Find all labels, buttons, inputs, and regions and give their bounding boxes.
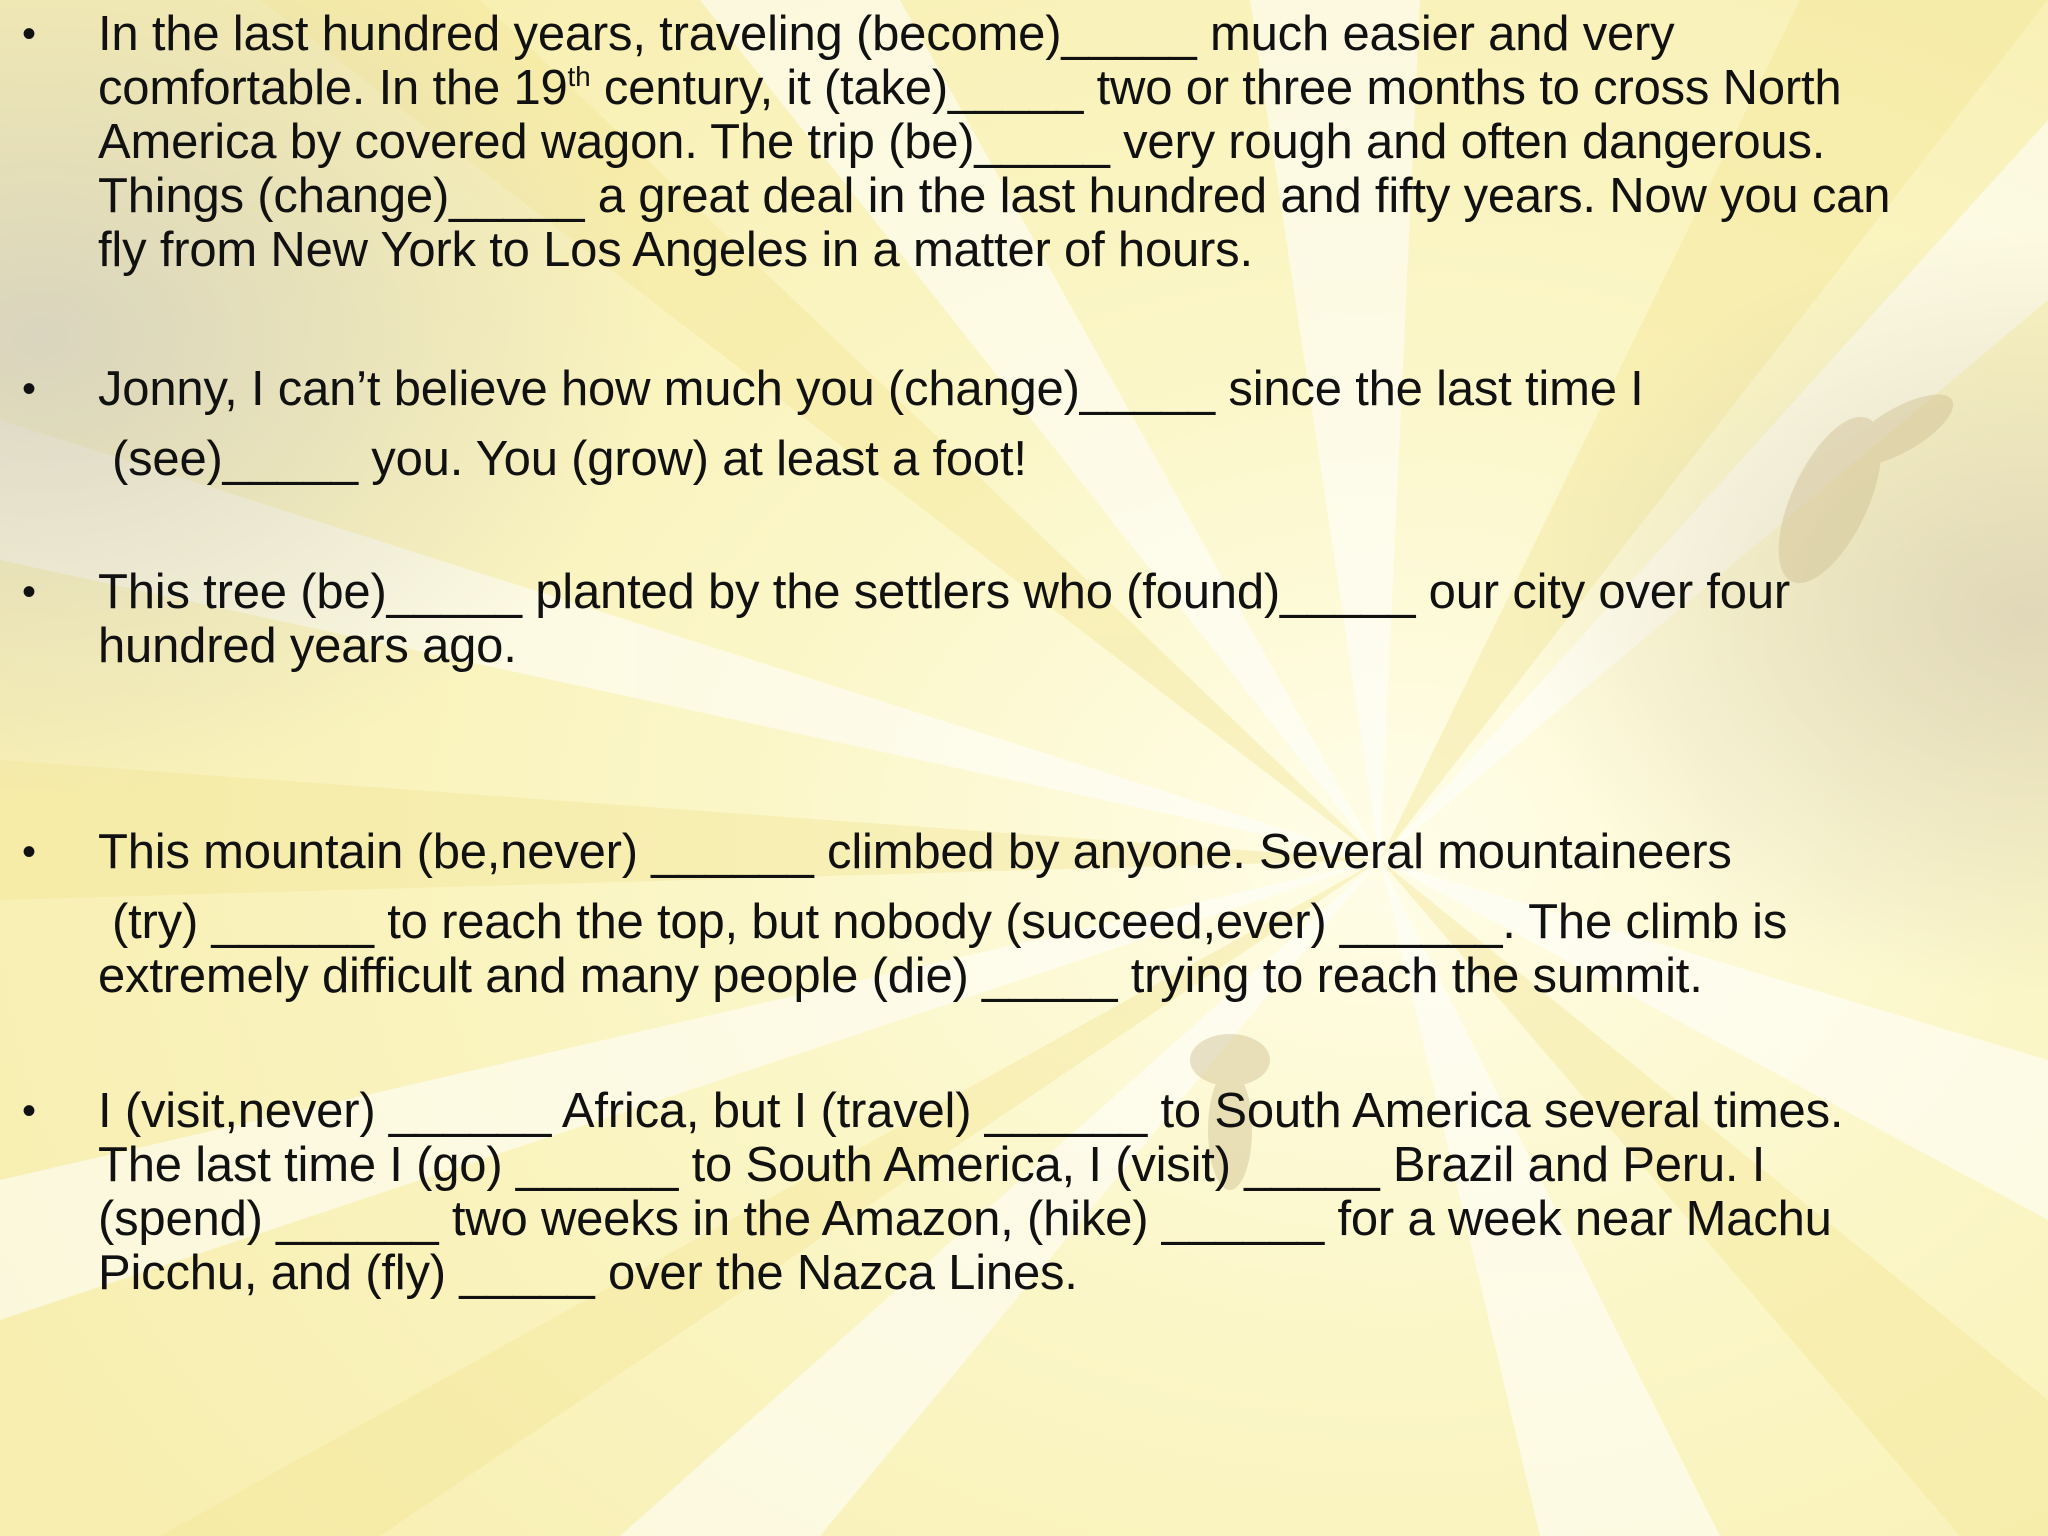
- exercise-item-jonny: [22, 362, 2028, 486]
- exercise-line: extremely difficult and many people (die) _____ trying to reach the summit.: [98, 949, 1703, 1003]
- exercise-line: This mountain (be,never) ______ climbed by anyone. Several mountaineers: [98, 825, 1732, 879]
- bullet-marker: •: [22, 570, 36, 614]
- exercise-item-mountain: [22, 825, 2028, 1003]
- exercise-text: comfortable. In the 19: [98, 61, 568, 115]
- exercise-item-travel-south-america: [22, 1084, 2028, 1300]
- exercise-line: Picchu, and (fly) _____ over the Nazca Lines.: [98, 1246, 1078, 1300]
- exercise-item-tree: [22, 565, 2028, 673]
- exercise-line: I (visit,never) ______ Africa, but I (travel) ______ to South America several times.: [98, 1084, 1844, 1138]
- exercise-line: hundred years ago.: [98, 619, 517, 673]
- exercise-line: In the last hundred years, traveling (become)_____ much easier and very: [98, 7, 1675, 61]
- exercise-line: Jonny, I can’t believe how much you (change)_____ since the last time I: [98, 362, 1644, 416]
- exercise-line: fly from New York to Los Angeles in a matter of hours.: [98, 223, 1253, 277]
- bullet-marker: •: [22, 1089, 36, 1133]
- exercise-line: Things (change)_____ a great deal in the last hundred and fifty years. Now you can: [98, 169, 1891, 223]
- exercise-line: (try) ______ to reach the top, but nobody (succeed,ever) ______. The climb is: [112, 895, 1788, 949]
- exercise-line: America by covered wagon. The trip (be)_____ very rough and often dangerous.: [98, 115, 1826, 169]
- exercise-item-travel: [22, 7, 2028, 277]
- bullet-marker: •: [22, 367, 36, 411]
- bullet-marker: •: [22, 830, 36, 874]
- exercise-line: The last time I (go) ______ to South America, I (visit) _____ Brazil and Peru. I: [98, 1138, 1766, 1192]
- exercise-line: [98, 61, 2028, 115]
- bullet-marker: •: [22, 12, 36, 56]
- exercise-line: (see)_____ you. You (grow) at least a foot!: [112, 432, 1027, 486]
- ordinal-superscript: th: [567, 61, 591, 92]
- exercise-line: (spend) ______ two weeks in the Amazon, (hike) ______ for a week near Machu: [98, 1192, 1832, 1246]
- exercise-line: This tree (be)_____ planted by the settlers who (found)_____ our city over four: [98, 565, 1790, 619]
- exercise-text: century, it (take)_____ two or three months to cross North: [590, 61, 1842, 115]
